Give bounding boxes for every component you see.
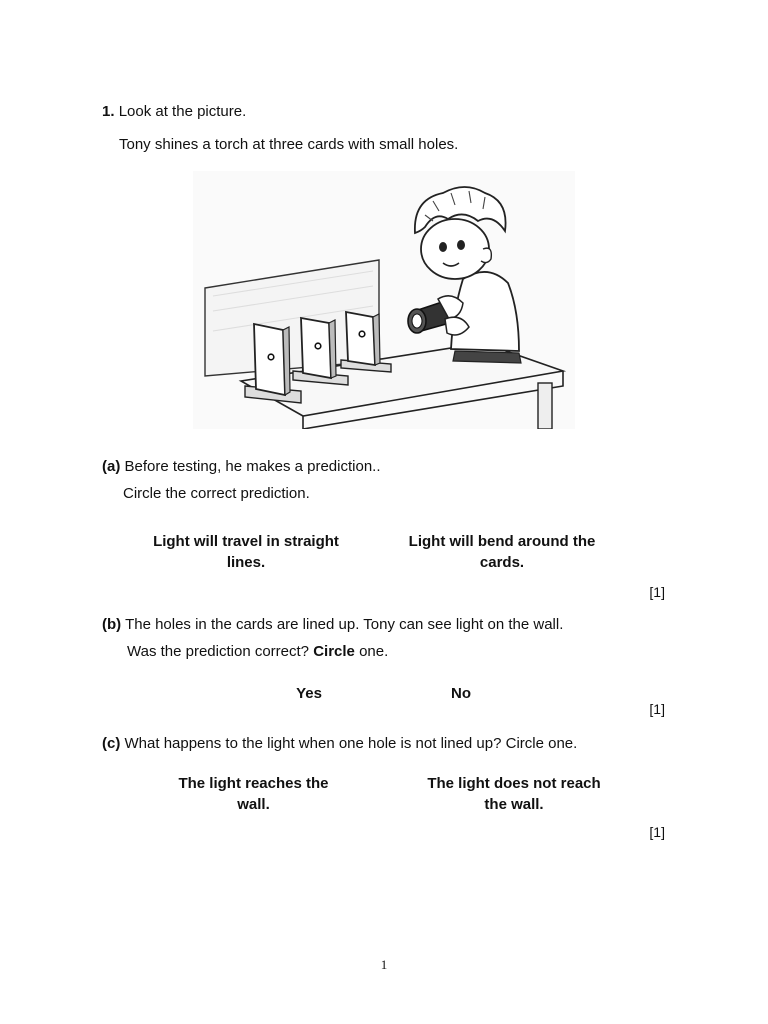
part-c-option-1-line-1: The light reaches the xyxy=(178,775,329,792)
part-a-option-bend-around[interactable] xyxy=(392,531,612,573)
part-c-option-2-line-1: The light does not reach xyxy=(427,775,601,792)
question-intro xyxy=(102,103,246,120)
page-number: 1 xyxy=(380,957,388,972)
part-c-option-reaches-wall[interactable] xyxy=(156,773,351,815)
part-b-option-no[interactable]: No xyxy=(451,685,471,702)
part-b-instruction-prefix: Was the prediction correct? xyxy=(127,643,310,660)
part-a-option-1-line-1: Light will travel in straight xyxy=(153,533,339,550)
question-intro-text: Look at the picture. xyxy=(118,103,247,120)
torch-cards-illustration xyxy=(193,171,575,429)
part-c-label: (c) xyxy=(102,735,121,752)
part-a-instruction: Circle the correct prediction. xyxy=(123,485,310,502)
boy-trousers xyxy=(453,351,521,363)
part-b-option-yes[interactable]: Yes xyxy=(296,685,322,702)
part-c-marks: [1] xyxy=(649,824,665,840)
part-c-question xyxy=(102,735,577,752)
part-a-question xyxy=(102,458,381,475)
part-c-option-1-line-2: wall. xyxy=(237,796,270,813)
boy-eye-right xyxy=(457,240,465,250)
part-a-option-straight-lines[interactable] xyxy=(136,531,356,573)
part-c-option-2-line-2: the wall. xyxy=(484,796,544,813)
part-b-marks: [1] xyxy=(649,701,665,717)
part-b-instruction-bold: Circle xyxy=(313,643,355,660)
question-number: 1. xyxy=(102,103,115,120)
part-b-instruction-suffix: one. xyxy=(359,643,389,660)
part-a-option-2-line-2: cards. xyxy=(479,554,525,571)
part-b-instruction xyxy=(127,643,388,660)
part-a-option-2-line-1: Light will bend around the xyxy=(408,533,596,550)
part-a-marks: [1] xyxy=(649,584,665,600)
boy-eye-left xyxy=(439,242,447,252)
part-b-question xyxy=(102,616,563,633)
part-a-option-1-line-2: lines. xyxy=(226,554,266,571)
table-leg xyxy=(538,383,552,429)
part-c-text: What happens to the light when one hole is not lined up? Circle one. xyxy=(124,735,578,752)
question-scenario: Tony shines a torch at three cards with small holes. xyxy=(119,136,459,153)
boy-face xyxy=(421,219,489,279)
boy-shirt xyxy=(451,272,519,351)
part-a-label: (a) xyxy=(102,458,121,475)
part-b-text: The holes in the cards are lined up. Tony can see light on the wall. xyxy=(125,616,564,633)
part-b-label: (b) xyxy=(102,616,122,633)
part-c-option-does-not-reach[interactable] xyxy=(410,773,618,815)
part-a-text: Before testing, he makes a prediction.. xyxy=(124,458,381,475)
